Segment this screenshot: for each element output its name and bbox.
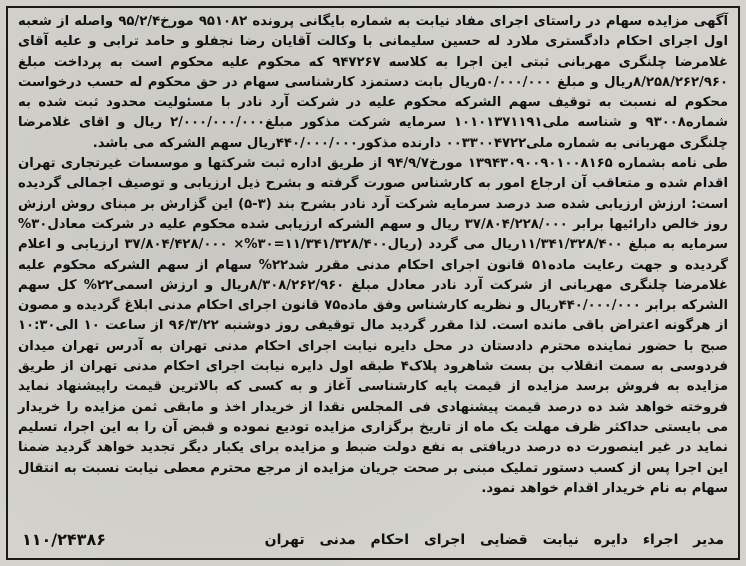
notice-paragraph-1: آگهی مزایده سهام در راستای اجرای مفاد نیابت به شماره بایگانی پرونده ۹۵۱۰۸۲ مورخ۹۵/۲/۴ واصله از شعبه اول اجرای احکام دادگستری ملارد له حسین سلیمانی با وکالت آقایان رضا نجفلو و حامد ترابی و علیه آقای غلامرضا چلنگری مهربانی ثبتی این اجرا به کلاسه ۹۴۷۲۶۷ که محکوم علیه محکوم است به پرداخت مبلغ ۸/۲۵۸/۲۶۲/۹۶۰ریال و مبلغ ۵۰/۰۰۰/۰۰۰ریال بابت دستمزد کارشناسی سهام در حق محکوم له حسب درخواست محکوم له نسبت به توقیف سهم الشرکه محکوم علیه در شرکت آرد نادر با مسئولیت محدود ثبت شده به شماره۹۳۰۰۸ و شناسه ملی۱۰۱۰۱۳۷۱۱۹۱ سرمایه شرکت مذکور مبلغ۲/۰۰۰/۰۰۰/۰۰۰ ریال و اقای غلامرضا چلنگری مهربانی به شماره ملی۰۰۳۳۰۰۴۷۲۲ دارنده مذکور۴۴۰/۰۰۰/۰۰۰ریال سهم الشرکه می باشد. xyxy=(18,14,728,151)
notice-paragraph-2: طی نامه بشماره ۱۳۹۴۳۰۹۰۰۹۰۱۰۰۸۱۶۵ مورخ۹۴/۹/۷ از طریق اداره ثبت شرکتها و موسسات غیرتجاری تهران اقدام شده و متعاقب آن ارجاع امور به کارشناس صورت گرفته و بشرح ذیل ارزیابی و توصیف اجمالی گردیده است: ارزش ارزیابی شده صد درصد سرمایه شرکت آرد نادر بشرح بند (۳-۵) این گزارش بر مبنای روش ارزش روز خالص دارائیها برابر ۳۷/۸۰۴/۲۲۸/۰۰۰ ریال و سهم الشرکه ارزیابی شده محکوم علیه در شرکت معادل۳۰% سرمایه به مبلغ ۱۱/۳۴۱/۳۲۸/۴۰۰ریال می گردد (ریال۱۱/۳۴۱/۳۲۸/۴۰۰=۳۰%× ۳۷/۸۰۴/۴۲۸/۰۰۰ ارزیابی و اعلام گردیده و جهت رعایت ماده۵۱ قانون اجرای احکام مدنی مقرر شد۲۲% سهام از سهم الشرکه محکوم علیه غلامرضا چلنگری مهربانی از شرکت آرد نادر معادل مبلغ ۸/۳۰۸/۲۶۲/۹۶۰ریال و ارزش اسمی۲۲% کل سهم الشرکه برابر ۴۴۰/۰۰۰/۰۰۰ریال و نظریه کارشناس وفق ماده۷۵ قانون اجرای احکام مدنی ابلاغ گردیده و مصون از هرگونه اعتراض باقی مانده است. لذا مقرر گردید مال توقیفی روز دوشنبه ۹۶/۳/۲۲ از ساعت ۱۰ الی۱۰:۳۰ صبح با حضور نماینده محترم دادستان در محل دایره نیابت اجرای احکام مدنی تهران به آدرس تهران میدان فردوسی به سمت انقلاب بن بست شاهرود پلاک۴ طبقه اول دایره نیابت اجرای احکام مدنی تهران از طریق مزایده به فروش برسد مزایده از قیمت پایه کارشناسی آغاز و به کسی که بالاترین قیمت راپیشنهاد نماید فروخته خواهد شد ده درصد قیمت پیشنهادی فی المجلس نقدا از خریدار اخذ و مابقی ثمن مزایده را خریدار می بایستی حداکثر ظرف مهلت یک ماه از تاریخ برگزاری مزایده تودیع نموده و قبض آن را به این اجرا، تسلیم نماید در غیر اینصورت ده درصد دریافتی به نفع دولت ضبط و مزایده برای یکبار دیگر تجدید خواهد گردید ضمنا این اجرا پس از کسب دستور تملیک مبنی بر صحت جریان مزایده از مرجع محترم معطی نیابت نسبت به انتقال سهام به نام خریدار اقدام خواهد نمود. xyxy=(18,156,729,496)
notice-body xyxy=(18,12,728,499)
notice-frame xyxy=(6,6,740,560)
reference-number: ۱۱۰/۲۴۳۸۶ xyxy=(22,530,106,549)
issuer-signature: مدیر اجراء دایره نیابت قضایی اجرای احکام مدنی تهران xyxy=(264,532,724,548)
notice-footer xyxy=(16,530,730,554)
